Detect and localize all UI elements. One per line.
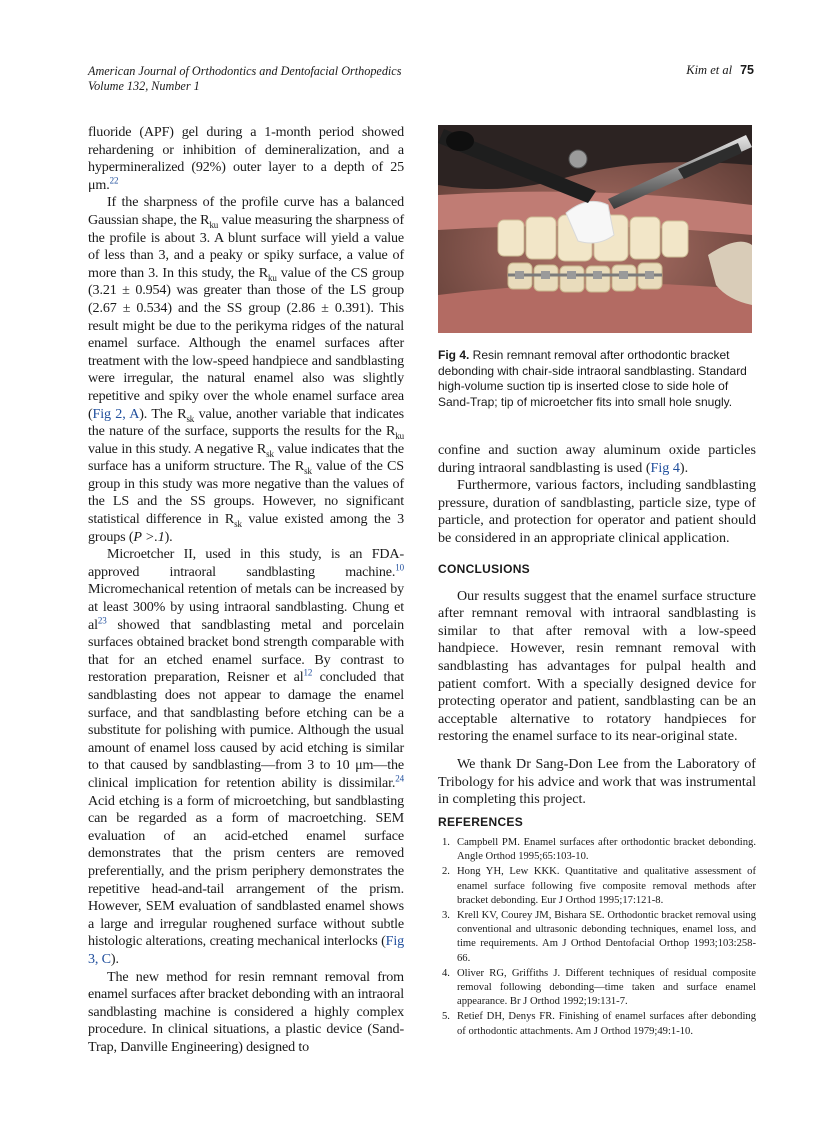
references-heading: REFERENCES <box>438 815 524 829</box>
paragraph: fluoride (APF) gel during a 1-month period showed rehardening or inhibition of demineralization, and a hypermineralized (92%) outer layer to a depth of 25 μm.$^{22}$ <box>88 124 404 193</box>
journal-volume: Volume 132, Number 1 <box>88 79 200 93</box>
paragraph: Furthermore, various factors, including sandblasting pressure, duration of sandblasting, particle size, type of particle, and protection for operator and patient should be considered in an appropriate clinical application. <box>438 477 756 546</box>
paragraph: The new method for resin remnant removal from enamel surfaces after bracket debonding with an intraoral sandblasting machine is considered a highly complex procedure. In clinical situations, a plastic device (Sand-Trap, Danville Engineering) designed to <box>88 968 404 1055</box>
figure-label: Fig 4. <box>438 348 470 362</box>
running-author: Kim et al <box>686 63 733 77</box>
running-header-journal <box>88 64 401 94</box>
reference-item: 4. Oliver RG, Griffiths J. Different techniques of residual composite removal following debonding—time taken and surface enamel appearance. Br J Orthod 1992;19:131-7. <box>442 967 756 1008</box>
running-header-page <box>686 63 754 78</box>
right-column <box>438 442 756 809</box>
paragraph: confine and suction away aluminum oxide particles during intraoral sandblasting is used (Fig 4). <box>438 442 756 476</box>
figure-link[interactable]: Fig 3, C <box>88 933 404 967</box>
figure-photo <box>438 125 752 333</box>
clinical-photo-illustration <box>438 125 752 333</box>
paragraph: Microetcher II, used in this study, is an FDA-approved intraoral sandblasting machine.$^{10}$ Micromechanical retention of metals can be increased by at least 300% by using intraoral sandblasting. Chung et $al^{23}$ showed that sandblasting metal and porcelain surfaces obtained bracket bond strength comparable with that for an etched enamel surface. By contrast to restoration preparation, Reisner et $al^{12}$ concluded that sandblasting does not appear to damage the enamel surface, and that sandblasting before etching can be a substitute for polishing with pumice. Although the usual amount of enamel loss caused by acid etching is similar to that caused by sandblasting—from 3 to 10 μm—the clinical implication for retention ability is dissimilar.$^{24}$ Acid etching is a form of microetching, but sandblasting can be regarded as a form of macroetching. SEM evaluation of an acid-etched enamel surface demonstrates that the prism centers are removed preferentially, and the prism periphery demonstrates the repetitive head-and-tail arrangement of the prism. However, SEM evaluation of sandblasted enamel shows a large and irregular roughened surface without subtle histologic alterations, creating mechanical interlocks (Fig 3, C). <box>88 546 404 967</box>
reference-item: 5. Retief DH, Denys FR. Finishing of enamel surfaces after debonding of orthodontic attachments. Am J Orthod 1979;49:1-10. <box>442 1011 756 1037</box>
figure-link[interactable]: Fig 2, A <box>92 405 140 422</box>
reference-item: 2. Hong YH, Lew KKK. Quantitative and qualitative assessment of enamel surface following five composite removal methods after bracket debonding. Eur J Orthod 1995;17:121-8. <box>442 866 756 906</box>
acknowledgment: We thank Dr Sang-Don Lee from the Laboratory of Tribology for his advice and work that was instrumental in completing this project. <box>438 755 756 808</box>
page-number: 75 <box>740 63 754 77</box>
section-heading-conclusions: CONCLUSIONS <box>438 561 530 576</box>
reference-item: 3. Krell KV, Courey JM, Bishara SE. Orthodontic bracket removal using conventional and ultrasonic debonding techniques, enamel loss, and time requirements. Am J Orthod Dentofacial Orthop 1993;103:258-66. <box>442 910 756 964</box>
paragraph: Our results suggest that the enamel surface structure after remnant removal with intraoral sandblasting is similar to that after removal with a low-speed handpiece. However, resin remnant removal with sandblasting has advantages for pulpal health and patient comfort. With a specially designed device for protecting operator and patient, sandblasting can be an acceptable alternative to rotatory handpieces for restoring the enamel surface to its near-original state. <box>438 587 756 745</box>
paragraph: If the sharpness of the profile curve has a balanced Gaussian shape, the $R_{ku}$ value measuring the sharpness of the profile is about 3. A blunt surface will yield a value of less than 3, and a peaky or spiky surface, a value of more than 3. In this study, the $R_{ku}$ value of the CS group (3.21 ± 0.954) was greater than those of the LS group (2.67 ± 0.534) and the SS group (2.86 ± 0.391). This result might be due to the perikyma ridges of the natural enamel surface. Although the enamel surfaces after treatment with the low-speed handpiece and sandblasting were irregular, the natural enamel also was slightly repetitive and spiky over the whole enamel surface area (Fig 2, A). The $R_{sk}$ value, another variable that indicates the nature of the surface, supports the results for the $R_{ku}$ value in this study. A negative $R_{sk}$ value indicates that the surface has a uniform structure. The $R_{sk}$ value of the CS group in this study was more negative than the values of the LS and the SS groups. However, no significant statistical difference in $R_{sk}$ value existed among the 3 groups (P >.1). <box>88 194 405 545</box>
figure-link[interactable]: Fig 4 <box>650 459 680 476</box>
journal-title: American Journal of Orthodontics and Dentofacial Orthopedics <box>88 64 402 78</box>
reference-item: 1. Campbell PM. Enamel surfaces after orthodontic bracket debonding. Angle Orthod 1995;65:103-10. <box>442 837 756 863</box>
reference-list <box>438 836 756 1040</box>
left-column <box>88 124 404 1056</box>
figure-caption: Fig 4. Resin remnant removal after orthodontic bracket debonding with chair-side intraoral sandblasting. Standard high-volume suction tip is inserted close to side hole of Sand-Trap; tip of microetcher fits into small hole snugly. <box>438 348 747 409</box>
